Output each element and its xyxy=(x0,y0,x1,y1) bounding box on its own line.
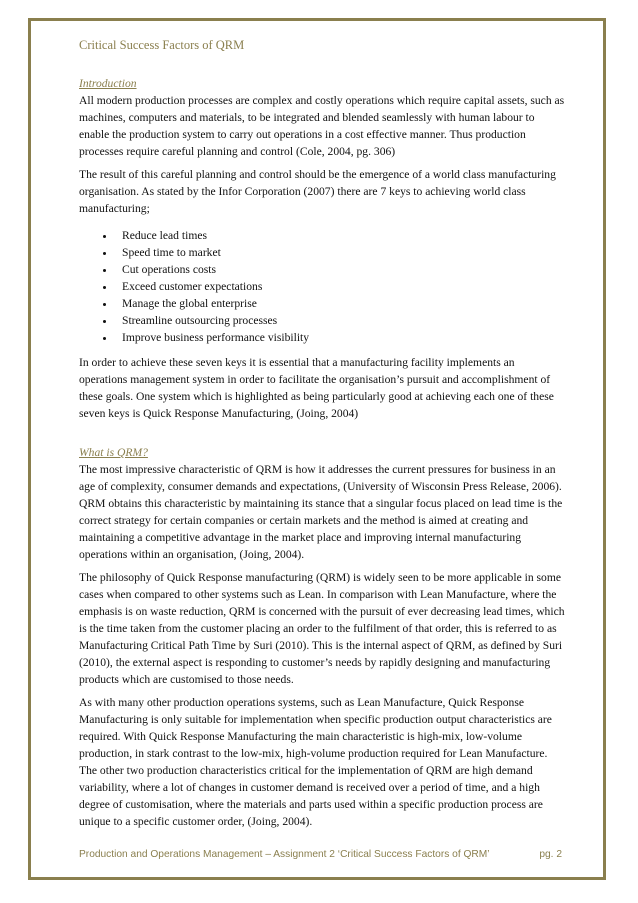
paragraph: All modern production processes are complex and costly operations which require capital assets, such as machines, computers and materials, to be integrated and blended seamlessly with human labour to enable the production system to carry out operations in a cost effective manner. Thus production processes require careful planning and control (Cole, 2004, pg. 306) xyxy=(79,94,565,158)
list-item: • Manage the global enterprise xyxy=(116,295,565,312)
paragraph: The philosophy of Quick Response manufacturing (QRM) is widely seen to be more applicable in some cases when compared to other systems such as Lean. In comparison with Lean Manufacture, where the emphasis is on waste reduction, QRM is concerned with the pursuit of ever decreasing lead times, which is the time taken from the customer placing an order to the fulfilment of that order, this is referred to as Manufacturing Critical Path Time by Suri (2010). This is the internal aspect of QRM, as defined by Suri (2010), the external aspect is responding to customer’s needs by rapidly designing and manufacturing products which are customised to those needs. xyxy=(79,571,565,686)
list-item: • Speed time to market xyxy=(116,244,565,261)
document-body xyxy=(79,75,565,836)
bullet-list xyxy=(79,227,565,346)
section-heading-what-is-qrm: What is QRM? xyxy=(79,446,148,459)
page-number: pg. 2 xyxy=(539,849,562,860)
list-item: • Streamline outsourcing processes xyxy=(116,312,565,329)
page-header: Critical Success Factors of QRM xyxy=(79,38,245,52)
section-heading-introduction: Introduction xyxy=(79,77,137,90)
paragraph: In order to achieve these seven keys it is essential that a manufacturing facility implements an operations management system in order to facilitate the organisation’s pursuit and accomplishment of these goals. One system which is highlighted as being particularly good at achieving each one of these seven keys is Quick Response Manufacturing, (Joing, 2004) xyxy=(79,356,554,420)
list-item: • Reduce lead times xyxy=(116,227,565,244)
paragraph: As with many other production operations systems, such as Lean Manufacture, Quick Response Manufacturing is only suitable for implementation when specific production output characteristics are required. With Quick Response Manufacturing the main characteristic is high-mix, low-volume production, in stark contrast to the low-mix, high-volume production required for Lean Manufacture. The other two production characteristics critical for the implementation of QRM are high demand variability, where a lot of changes in customer demand is received over a period of time, and a high degree of customisation, where the materials and parts used within a specific production process are unique to a specific customer order, (Joing, 2004). xyxy=(79,696,552,828)
footer-text: Production and Operations Management – Assignment 2 ‘Critical Success Factors of QRM’ xyxy=(79,849,490,860)
paragraph: The result of this careful planning and control should be the emergence of a world class manufacturing organisation. As stated by the Infor Corporation (2007) there are 7 keys to achieving world class manufacturing; xyxy=(79,168,556,215)
list-item: • Improve business performance visibility xyxy=(116,329,565,346)
list-item: • Cut operations costs xyxy=(116,261,565,278)
page-footer xyxy=(79,849,562,860)
list-item: • Exceed customer expectations xyxy=(116,278,565,295)
paragraph: The most impressive characteristic of QRM is how it addresses the current pressures for business in an age of complexity, consumer demands and expectations, (University of Wisconsin Press Release, 2006). QRM obtains this characteristic by maintaining its stance that a singular focus placed on lead time is the correct strategy for certain companies or certain markets and the method is aimed at creating and maintaining a competitive advantage in the market place and improving internal manufacturing operations within an organisation, (Joing, 2004). xyxy=(79,463,563,561)
